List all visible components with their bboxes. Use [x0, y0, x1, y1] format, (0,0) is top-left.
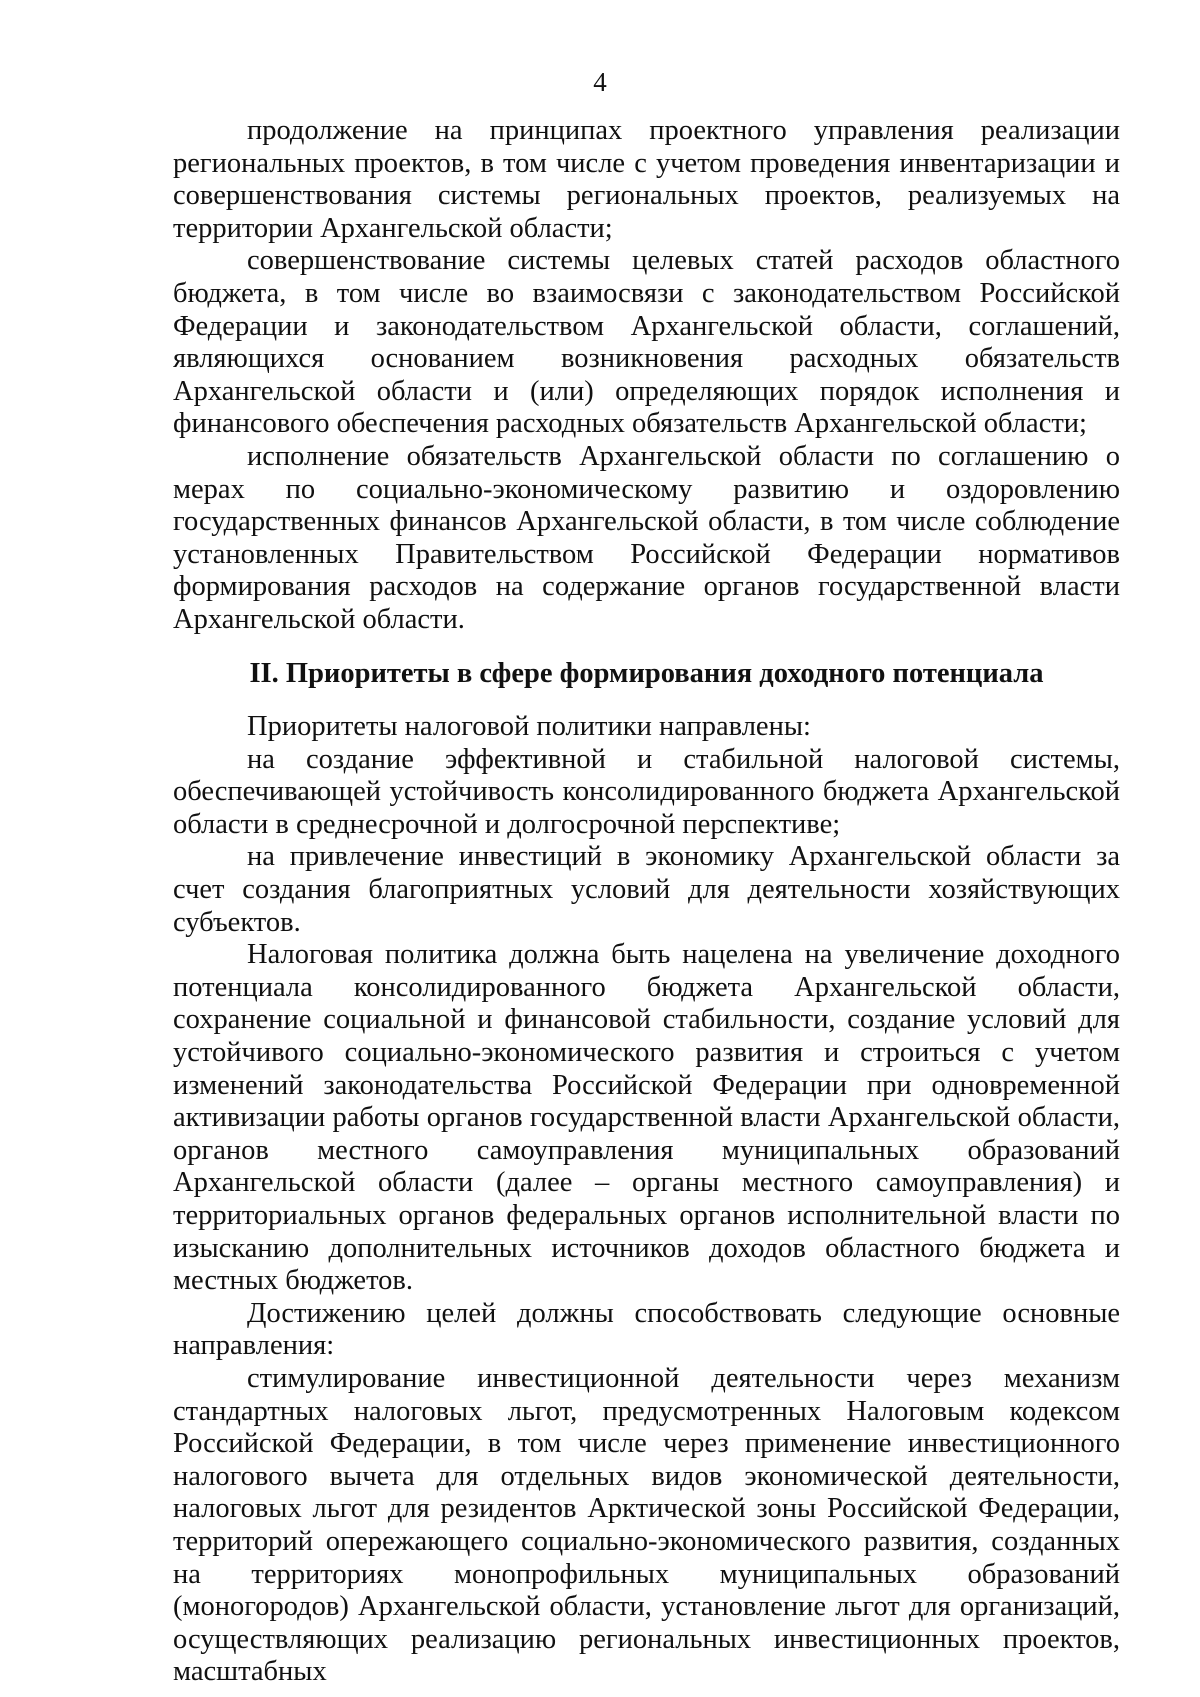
paragraph: продолжение на принципах проектного управления реализации региональных проектов, в том числе с учетом проведения инвентаризации и совершенствования системы региональных проектов, реализуемых на территории Архангельской области; — [173, 115, 1120, 244]
paragraph: Приоритеты налоговой политики направлены: — [247, 711, 811, 743]
document-body — [173, 115, 1120, 1689]
paragraph: Достижению целей должны способствовать следующие основные направления: — [173, 1297, 1120, 1362]
paragraph: совершенствование системы целевых статей расходов областного бюджета, в том числе во взаимосвязи с законодательством Российской Федерации и законодательством Архангельской области, соглашений, являющихся основанием возникновения расходных обязательств Архангельской области и (или) определяющих порядок исполнения и финансового обеспечения расходных обязательств Архангельской области; — [173, 245, 1120, 440]
paragraph: на создание эффективной и стабильной налоговой системы, обеспечивающей устойчивость консолидированного бюджета Архангельской области в среднесрочной и долгосрочной перспективе; — [173, 743, 1120, 840]
paragraph: Налоговая политика должна быть нацелена на увеличение доходного потенциала консолидированного бюджета Архангельской области, сохранение социальной и финансовой стабильности, создание условий для устойчивого социально-экономического развития и строиться с учетом изменений законодательства Российской Федерации при одновременной активизации работы органов государственной власти Архангельской области, органов местного самоуправления муниципальных образований Архангельской области (далее – органы местного самоуправления) и территориальных органов федеральных органов исполнительной власти по изысканию дополнительных источников доходов областного бюджета и местных бюджетов. — [173, 939, 1120, 1297]
section-heading: II. Приоритеты в сфере формирования доходного потенциала — [249, 657, 1044, 689]
paragraph: на привлечение инвестиций в экономику Архангельской области за счет создания благоприятных условий для деятельности хозяйствующих субъектов. — [173, 841, 1120, 938]
paragraph: исполнение обязательств Архангельской области по соглашению о мерах по социально-экономическому развитию и оздоровлению государственных финансов Архангельской области, в том числе соблюдение установленных Правительством Российской Федерации нормативов формирования расходов на содержание органов государственной власти Архангельской области. — [173, 440, 1120, 635]
paragraph-continued: стимулирование инвестиционной деятельности через механизм стандартных налоговых льгот, предусмотренных Налоговым кодексом Российской Федерации, в том числе через применение инвестиционного налогового вычета для отдельных видов экономической деятельности, налоговых льгот для резидентов Арктической зоны Российской Федерации, территорий опережающего социально-экономического развития, созданных на территориях монопрофильных муниципальных образований (моногородов) Архангельской области, установление льгот для организаций, осуществляющих реализацию региональных инвестиционных проектов, масштабных — [173, 1362, 1120, 1688]
page-number: 4 — [593, 67, 607, 97]
